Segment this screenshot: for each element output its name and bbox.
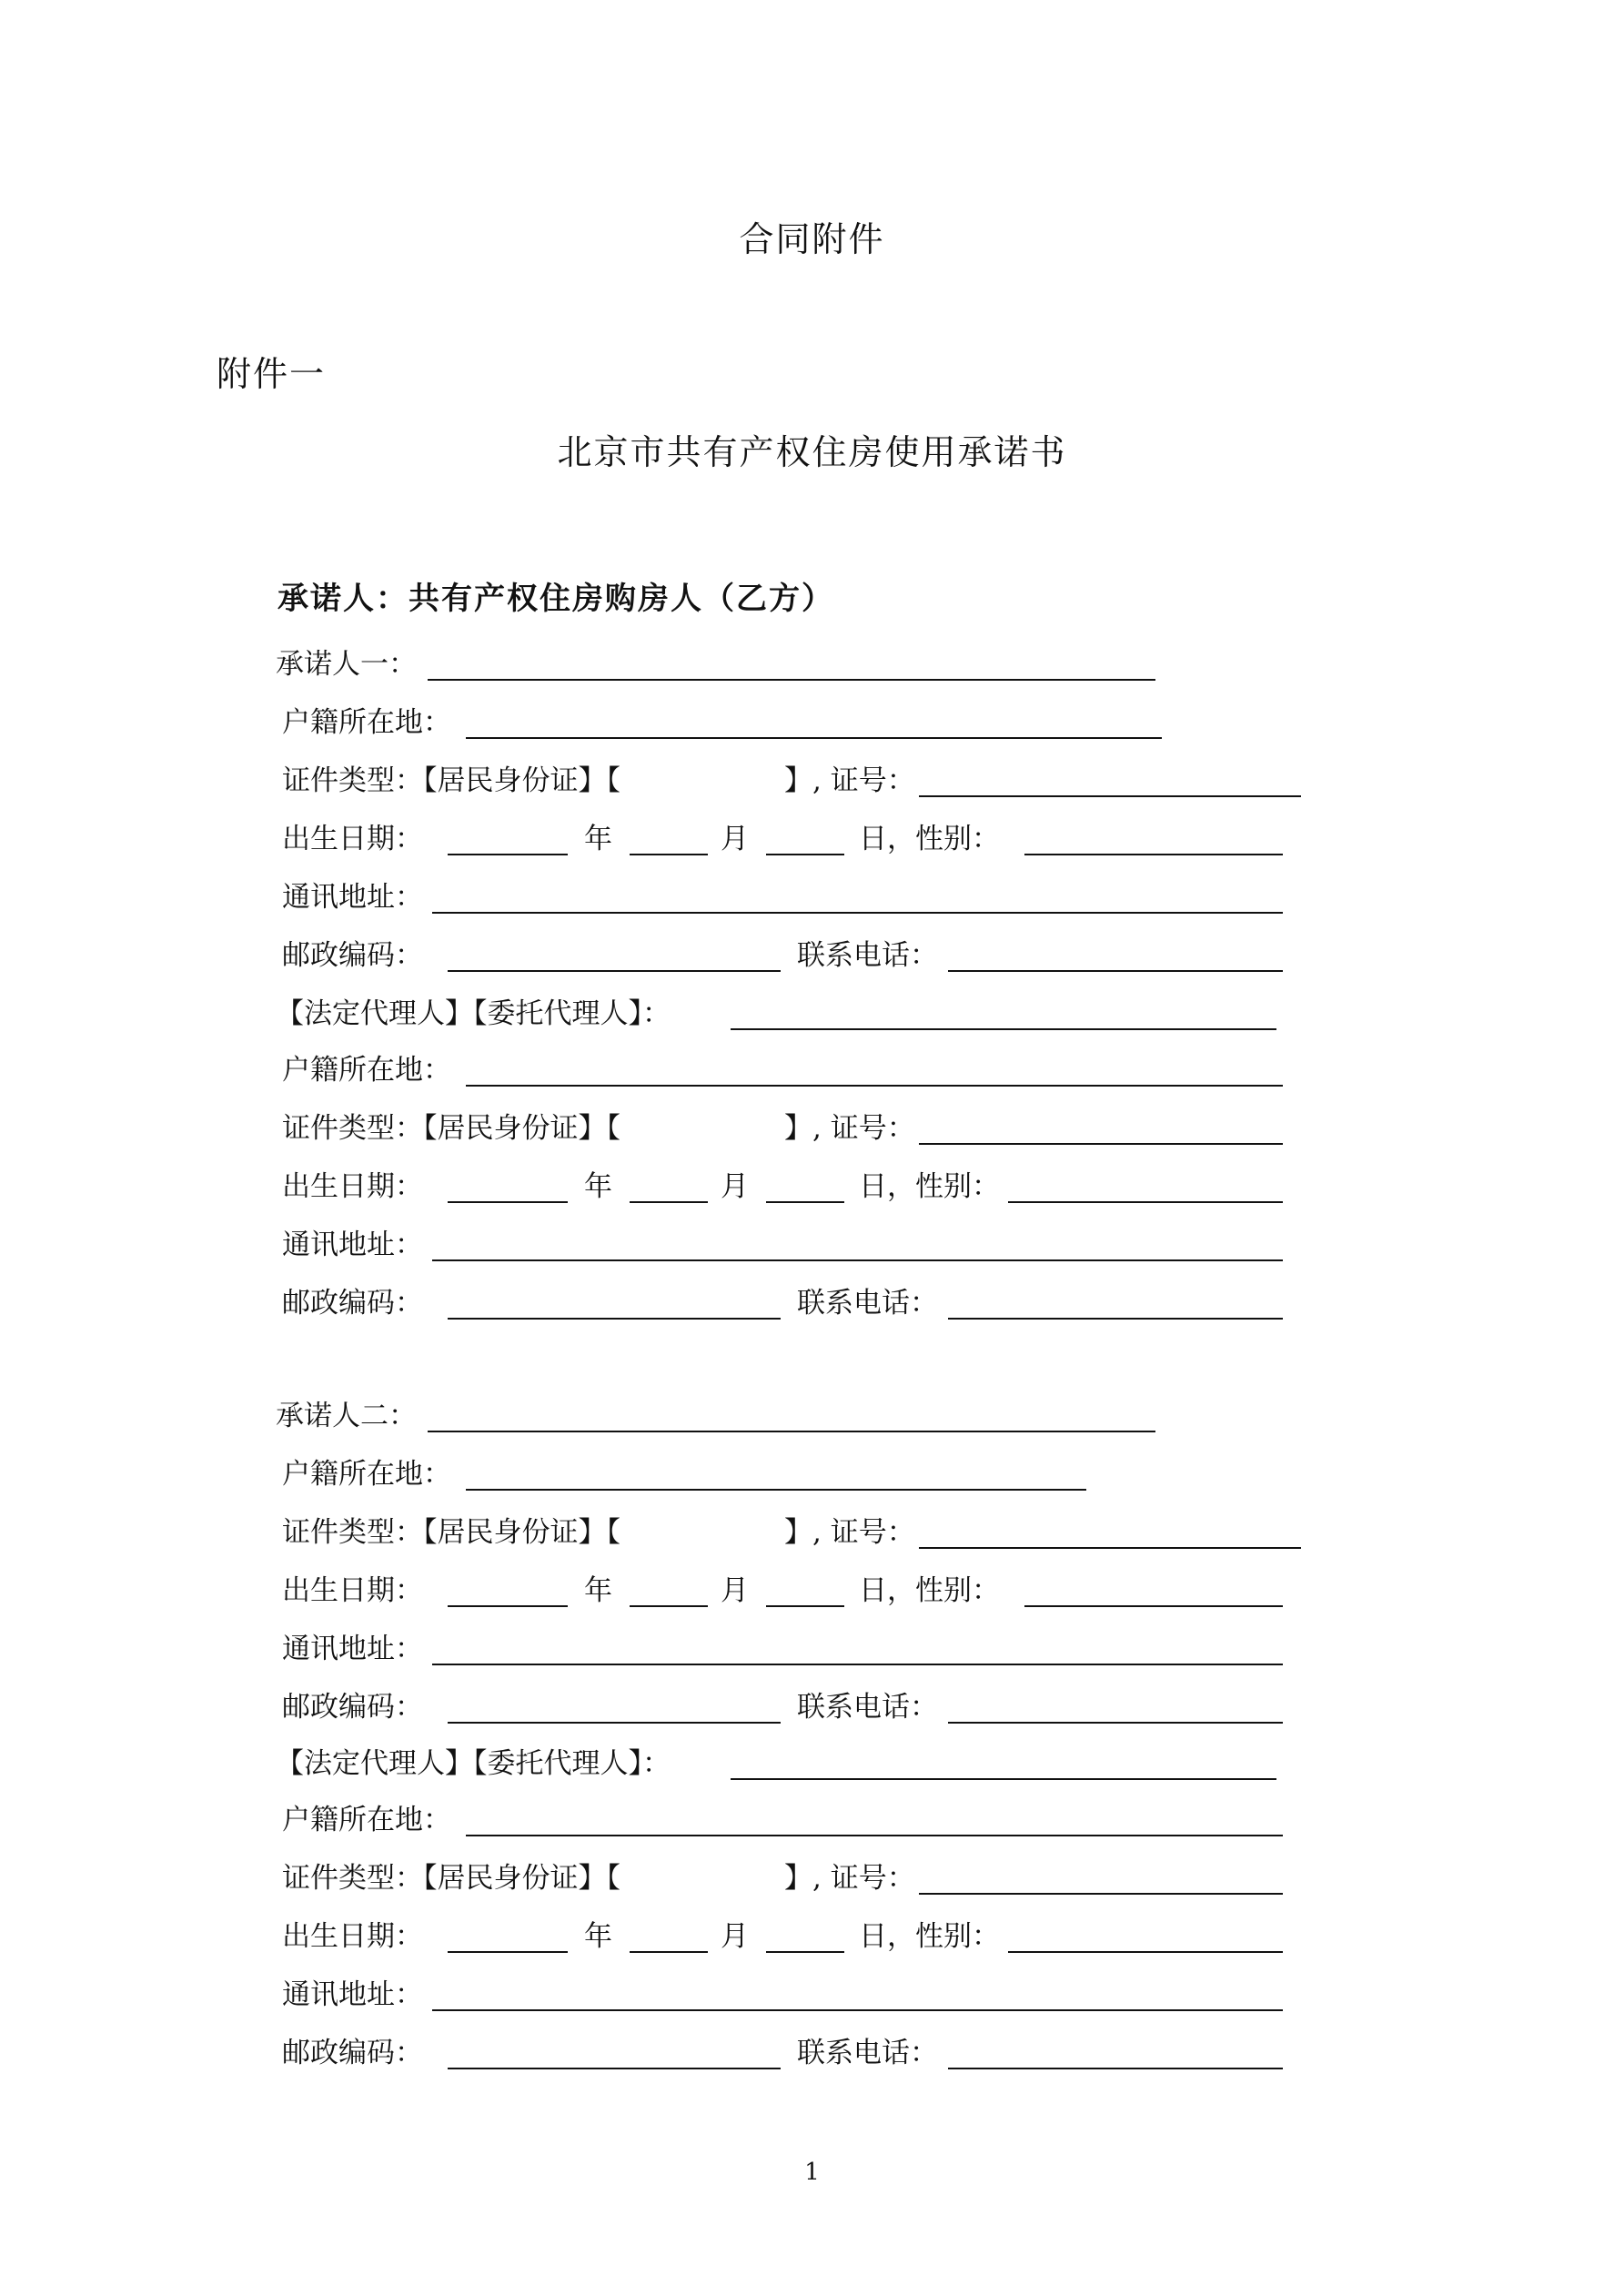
agent-address-field[interactable] [432,1259,1283,1261]
p2-birth-day-field[interactable] [766,1605,844,1607]
p2-birth-row [0,1569,1624,1613]
agent-cert-row [0,1107,1624,1150]
p2-agent-birth-day-field[interactable] [766,1951,844,1953]
address-row [0,875,1624,919]
p2-cert-no-label: 】, 证号： [784,1516,915,1549]
p2-agent-cert-type-label: 证件类型：【居民身份证】【 [282,1862,620,1895]
agent-address-label: 通讯地址： [282,1229,423,1261]
p2-phone-field[interactable] [948,1722,1283,1724]
address-label: 通讯地址： [282,881,423,914]
p2-cert-type-label: 证件类型：【居民身份证】【 [282,1516,620,1549]
attachment-title: 北京市共有产权住房使用承诺书 [557,432,1067,472]
p2-birth-month-field[interactable] [630,1605,708,1607]
agent-label: 【法定代理人】【委托代理人】： [276,997,671,1030]
p2-agent-address-field[interactable] [432,2009,1283,2011]
agent-day-gender-label: 日，性别： [859,1170,1000,1203]
p2-agent-field[interactable] [731,1778,1276,1780]
p2-agent-postcode-row [0,2031,1624,2075]
p2-gender-field[interactable] [1024,1605,1283,1607]
p2-cert-row [0,1511,1624,1554]
agent-postcode-field[interactable] [448,1318,781,1320]
p2-postcode-row [0,1685,1624,1729]
p2-hukou-field[interactable] [466,1489,1086,1491]
p2-address-field[interactable] [432,1664,1283,1665]
agent-hukou-row [0,1048,1624,1092]
p2-agent-postcode-field[interactable] [448,2068,781,2069]
birth-label: 出生日期： [282,823,423,855]
p2-hukou-label: 户籍所在地： [282,1458,451,1491]
agent-address-row [0,1223,1624,1267]
p2-birth-label: 出生日期： [282,1574,423,1607]
agent-birth-year-field[interactable] [448,1201,568,1203]
p2-agent-hukou-label: 户籍所在地： [282,1804,451,1836]
agent-birth-day-field[interactable] [766,1201,844,1203]
p2-agent-cert-row [0,1856,1624,1900]
p2-day-gender-label: 日，性别： [859,1574,1000,1607]
phone-label: 联系电话： [797,939,938,972]
agent-cert-type-label: 证件类型：【居民身份证】【 [282,1112,620,1145]
birth-month-field[interactable] [630,854,708,855]
page-number: 1 [804,2159,820,2186]
p2-agent-address-row [0,1973,1624,2017]
agent-postcode-label: 邮政编码： [282,1287,423,1320]
agent-month-label: 月 [721,1170,749,1203]
agent-postcode-row [0,1281,1624,1325]
p2-agent-gender-field[interactable] [1008,1951,1283,1953]
p2-birth-year-field[interactable] [448,1605,568,1607]
postcode-label: 邮政编码： [282,939,423,972]
agent-cert-no-field[interactable] [919,1143,1283,1145]
promisor1-label: 承诺人一： [276,648,417,681]
promisor2-row [0,1394,1624,1438]
p2-agent-phone-label: 联系电话： [797,2037,938,2069]
p2-postcode-field[interactable] [448,1722,781,1724]
p2-address-row [0,1627,1624,1671]
cert-type-label: 证件类型：【居民身份证】【 [282,764,620,797]
promisor1-field[interactable] [428,679,1155,681]
agent-year-label: 年 [584,1170,612,1203]
attachment-label: 附件一 [217,354,327,394]
p2-agent-year-label: 年 [584,1920,612,1953]
p2-agent-month-label: 月 [721,1920,749,1953]
p2-agent-label: 【法定代理人】【委托代理人】： [276,1747,671,1780]
promisor-heading: 承诺人：共有产权住房购房人（乙方） [277,581,834,617]
agent-phone-field[interactable] [948,1318,1283,1320]
promisor2-field[interactable] [428,1431,1155,1432]
agent-birth-month-field[interactable] [630,1201,708,1203]
agent-hukou-field[interactable] [466,1085,1283,1087]
birth-row [0,817,1624,861]
hukou-label: 户籍所在地： [282,706,451,739]
cert-row [0,759,1624,803]
agent-gender-field[interactable] [1008,1201,1283,1203]
p2-agent-row [0,1742,1624,1785]
promisor2-label: 承诺人二： [276,1400,417,1432]
p2-agent-birth-label: 出生日期： [282,1920,423,1953]
p2-postcode-label: 邮政编码： [282,1691,423,1724]
p2-agent-address-label: 通讯地址： [282,1978,423,2011]
agent-hukou-label: 户籍所在地： [282,1054,451,1087]
day-gender-label: 日，性别： [859,823,1000,855]
address-field[interactable] [432,912,1283,914]
p2-agent-cert-no-label: 】, 证号： [784,1862,915,1895]
p2-hukou-row [0,1452,1624,1496]
p2-agent-postcode-label: 邮政编码： [282,2037,423,2069]
document-title: 合同附件 [739,219,885,259]
agent-row [0,992,1624,1036]
hukou-row [0,701,1624,744]
p2-agent-cert-no-field[interactable] [919,1893,1283,1895]
p2-agent-birth-year-field[interactable] [448,1951,568,1953]
birth-year-field[interactable] [448,854,568,855]
p2-agent-hukou-row [0,1798,1624,1842]
p2-phone-label: 联系电话： [797,1691,938,1724]
p2-month-label: 月 [721,1574,749,1607]
agent-cert-no-label: 】, 证号： [784,1112,915,1145]
gender-field[interactable] [1024,854,1283,855]
birth-day-field[interactable] [766,854,844,855]
postcode-row [0,934,1624,977]
promisor1-row [0,642,1624,686]
postcode-field[interactable] [448,970,781,972]
year-label: 年 [584,823,612,855]
p2-agent-birth-row [0,1915,1624,1958]
p2-agent-hukou-field[interactable] [466,1835,1283,1836]
cert-no-field[interactable] [919,795,1301,797]
p2-agent-phone-field[interactable] [948,2068,1283,2069]
cert-no-label: 】, 证号： [784,764,915,797]
p2-year-label: 年 [584,1574,612,1607]
phone-field[interactable] [948,970,1283,972]
agent-birth-label: 出生日期： [282,1170,423,1203]
agent-birth-row [0,1165,1624,1209]
p2-agent-birth-month-field[interactable] [630,1951,708,1953]
agent-field[interactable] [731,1028,1276,1030]
hukou-field[interactable] [466,737,1162,739]
agent-phone-label: 联系电话： [797,1287,938,1320]
p2-cert-no-field[interactable] [919,1547,1301,1549]
month-label: 月 [721,823,749,855]
p2-address-label: 通讯地址： [282,1633,423,1665]
p2-agent-day-gender-label: 日，性别： [859,1920,1000,1953]
